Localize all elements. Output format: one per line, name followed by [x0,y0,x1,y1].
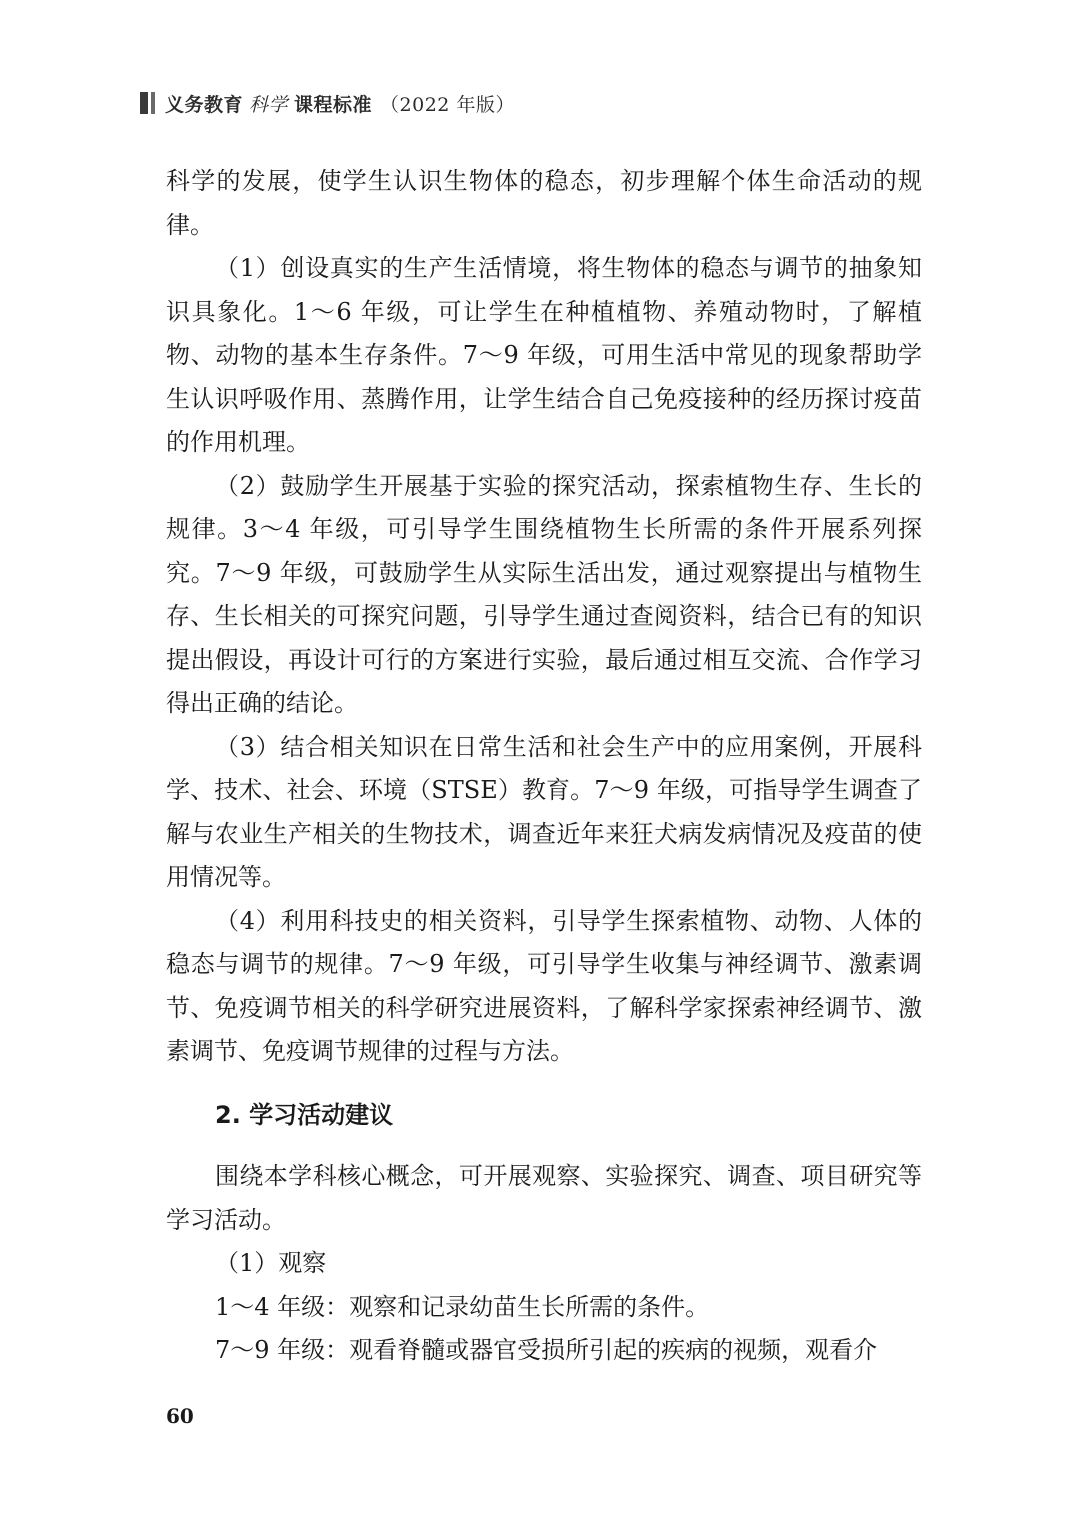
paragraph-item-4: （4）利用科技史的相关资料，引导学生探索植物、动物、人体的稳态与调节的规律。7～9 年级，可引导学生收集与神经调节、激素调节、免疫调节相关的科学研究进展资料，了解科学家探索神经调节、激素调节、免疫调节规律的过程与方法。 [166,906,922,1065]
paragraph-item-3: （3）结合相关知识在日常生活和社会生产中的应用案例，开展科学、技术、社会、环境（STSE）教育。7～9 年级，可指导学生调查了解与农业生产相关的生物技术，调查近年来狂犬病发病情况及疫苗的使用情况等。 [166,732,922,891]
paragraph-item-2: （2）鼓励学生开展基于实验的探究活动，探索植物生存、生长的规律。3～4 年级，可引导学生围绕植物生长所需的条件开展系列探究。7～9 年级，可鼓励学生从实际生活出发，通过观察提出与植物生存、生长相关的可探究问题，引导学生通过查阅资料，结合已有的知识提出假设，再设计可行的方案进行实验，最后通过相互交流、合作学习得出正确的结论。 [166,471,922,717]
header-title-main: 义务教育 [165,93,244,116]
paragraph-grade-7-9: 7～9 年级：观看脊髓或器官受损所引起的疾病的视频，观看介 [215,1336,878,1364]
page-number: 60 [166,1404,194,1428]
header-bar-icon [140,92,155,114]
paragraph-grade-1-4: 1～4 年级：观察和记录幼苗生长所需的条件。 [215,1292,710,1321]
paragraph-intro: 围绕本学科核心概念，可开展观察、实验探究、调查、项目研究等学习活动。 [166,1162,922,1234]
body-text [166,160,922,1373]
header-title [165,90,515,117]
running-header [140,88,515,118]
header-bar-thick [140,92,148,114]
header-bar-thin [151,92,155,114]
header-title-rest: 课程标准 [294,93,373,116]
paragraph-observe-heading: （1）观察 [215,1249,327,1277]
header-title-subject: 科学 [249,93,289,116]
paragraph-item-1: （1）创设真实的生产生活情境，将生物体的稳态与调节的抽象知识具象化。1～6 年级，可让学生在种植植物、养殖动物时，了解植物、动物的基本生存条件。7～9 年级，可用生活中常见的现象帮助学生认识呼吸作用、蒸腾作用，让学生结合自己免疫接种的经历探讨疫苗的作用机理。 [166,254,922,456]
paragraph-continuation: 科学的发展，使学生认识生物体的稳态，初步理解个体生命活动的规律。 [166,167,922,239]
section-heading: 2. 学习活动建议 [215,1100,394,1129]
header-edition: （2022 年版） [380,93,515,116]
